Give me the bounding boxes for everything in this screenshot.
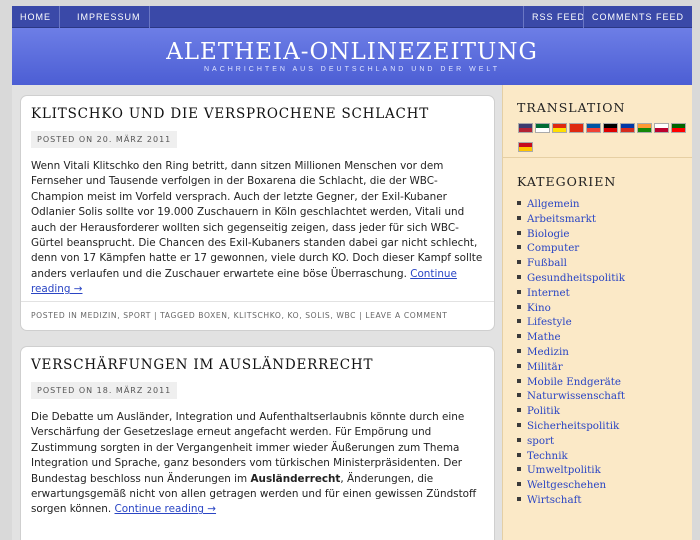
category-label[interactable]: Wirtschaft [527,493,582,506]
tag-link[interactable]: KO [287,311,300,320]
chinese-flag-icon[interactable] [552,123,567,133]
hindi-flag-icon[interactable] [637,123,652,133]
category-item[interactable] [517,241,625,256]
category-item[interactable] [517,360,625,375]
site-tagline: NACHRICHTEN AUS DEUTSCHLAND UND DER WELT [203,66,501,73]
bullet-icon [517,231,521,235]
category-item[interactable] [517,389,625,404]
arabic-flag-icon[interactable] [535,123,550,133]
category-link[interactable]: MEDIZIN [80,311,118,320]
bullet-icon [517,408,521,412]
category-item[interactable] [517,345,625,360]
category-label[interactable]: Weltgeschehen [527,479,607,492]
post-title[interactable]: VERSCHÄRFUNGEN IM AUSLÄNDERRECHT [31,357,374,373]
post-card [20,346,495,540]
post-title[interactable]: KLITSCHKO UND DIE VERSPROCHENE SCHLACHT [31,106,430,122]
bullet-icon [517,290,521,294]
post-excerpt [31,410,486,518]
category-label[interactable]: sport [527,434,555,447]
site-title[interactable]: ALETHEIA-ONLINEZEITUNG [166,39,538,65]
continue-reading-link[interactable]: Continue reading → [114,503,217,516]
category-item[interactable] [517,375,625,390]
category-item[interactable] [517,227,625,242]
nav-comments-feed-link[interactable]: COMMENTS FEED [583,6,692,28]
category-item[interactable] [517,301,625,316]
category-label[interactable]: Computer [527,242,580,255]
bullet-icon [517,467,521,471]
tag-link[interactable]: SOLIS [305,311,331,320]
tagged-label: TAGGED [160,311,196,320]
spanish-flag-icon[interactable] [518,142,533,152]
english-flag-icon[interactable] [518,123,533,133]
bullet-icon [517,364,521,368]
japanese-flag-icon[interactable] [654,123,669,133]
category-label[interactable]: Naturwissenschaft [527,390,626,403]
category-item[interactable] [517,271,625,286]
leave-comment-link[interactable]: LEAVE A COMMENT [365,311,448,320]
category-label[interactable]: Fußball [527,257,567,270]
bullet-icon [517,319,521,323]
category-item[interactable] [517,212,625,227]
category-label[interactable]: Mobile Endgeräte [527,375,622,388]
category-item[interactable] [517,463,625,478]
category-item[interactable] [517,256,625,271]
bullet-icon [517,453,521,457]
category-link[interactable]: SPORT [123,311,151,320]
category-label[interactable]: Allgemein [527,198,580,210]
translation-flags [518,123,688,161]
bullet-icon [517,393,521,397]
post-excerpt-text: , Änderungen, die erwartungsgemäß nicht von allen getragen werden und für einen gewissen Zündstoff sorgen können. [31,472,477,516]
post-date: POSTED ON 20. MÄRZ 2011 [31,131,177,148]
category-label[interactable]: Arbeitsmarkt [527,212,596,225]
top-navigation [12,6,692,28]
post-meta: POSTED IN MEDIZIN, SPORT | TAGGED BOXEN, KLITSCHKO, KO, SOLIS, WBC | LEAVE A COMMENT [21,301,494,320]
category-label[interactable]: Lifestyle [527,316,572,329]
category-item[interactable] [517,404,625,419]
categories-heading: KATEGORIEN [517,174,617,189]
category-label[interactable]: Gesundheitspolitik [527,271,625,284]
nav-home-link[interactable]: HOME [12,6,60,28]
german-flag-icon[interactable] [603,123,618,133]
category-item[interactable] [517,315,625,330]
category-label[interactable]: Sicherheitspolitik [527,419,620,432]
translation-heading: TRANSLATION [517,100,626,115]
category-item[interactable] [517,478,625,493]
bullet-icon [517,497,521,501]
site-header [12,28,692,85]
category-label[interactable]: Kino [527,301,551,314]
bullet-icon [517,245,521,249]
portuguese-flag-icon[interactable] [671,123,686,133]
bullet-icon [517,275,521,279]
category-label[interactable]: Militär [527,360,563,373]
continue-reading-link[interactable]: Continue reading → [31,267,457,296]
category-label[interactable]: Internet [527,286,570,299]
bullet-icon [517,438,521,442]
bullet-icon [517,379,521,383]
post-excerpt-text: Wenn Vitali Klitschko den Ring betritt, dann sitzen Millionen Menschen vor dem Fernseher und Tausende verfolgen in der Boxarena die Schlacht, die der WBC-Champion meist im Vorfeld versprach. Auch der letzte Gegner, der Exil-Kubaner Odlanier Solis sollte vor 19.000 Zuschauern in Köln geschlachtet werden, Vitali und auch der Herausforderer wollten sich gegenseitig zeigen, dass jeder für sich WBC-Gürtel beansprucht. Die Chancen des Exil-Kubaners standen dabei gar nicht schlecht, denn von 17 Kämpfen hatte er 17 gewonnen, viele durch KO. Doch dieser Kampf sollte anders verlaufen und die Zuschauer erwartete eine böse Überraschung. [31,160,483,280]
post-excerpt-bold-term: Ausländerrecht [250,472,341,485]
category-label[interactable]: Biologie [527,227,570,240]
posted-in-label: POSTED IN [31,311,78,320]
tag-link[interactable]: WBC [336,311,357,320]
sidebar [502,85,692,540]
post-excerpt-text: Die Debatte um Ausländer, Integration und Aufenthaltserlaubnis könnte durch eine Verschärfung der Gesetzeslage erneut angefacht werden. Für Empörung und Zustimmung sorgten in der Vergangenheit immer wieder Äußerungen zum Thema Integration und Sprache, ganz besonders vom türkischen Ministerpräsidenten. Der Bundestag beschloss nun Änderungen im [31,411,465,485]
nav-impressum-link[interactable]: IMPRESSUM [69,6,150,28]
categories-list [517,197,625,508]
main-content [12,85,502,540]
tag-link[interactable]: BOXEN [198,311,228,320]
bullet-icon [517,201,521,205]
category-item[interactable] [517,419,625,434]
post-excerpt [31,159,486,298]
bullet-icon [517,260,521,264]
post-date: POSTED ON 18. MÄRZ 2011 [31,382,177,399]
category-item[interactable] [517,286,625,301]
category-label[interactable]: Politik [527,405,560,418]
category-item[interactable] [517,330,625,345]
category-label[interactable]: Technik [527,449,568,462]
bullet-icon [517,423,521,427]
bullet-icon [517,349,521,353]
category-item[interactable] [517,449,625,464]
bullet-icon [517,482,521,486]
sidebar-divider [503,157,692,158]
category-label[interactable]: Mathe [527,331,561,344]
category-item[interactable] [517,197,625,212]
nav-rss-feed-link[interactable]: RSS FEED [523,6,593,28]
category-item[interactable] [517,493,625,508]
tag-link[interactable]: KLITSCHKO [233,311,282,320]
russian-flag-icon[interactable] [620,123,635,133]
category-label[interactable]: Medizin [527,345,569,358]
bullet-icon [517,216,521,220]
bullet-icon [517,305,521,309]
french-flag-icon[interactable] [586,123,601,133]
post-card [20,95,495,331]
category-item[interactable] [517,434,625,449]
chinese-traditional-flag-icon[interactable] [569,123,584,133]
category-label[interactable]: Umweltpolitik [527,464,601,477]
bullet-icon [517,334,521,338]
